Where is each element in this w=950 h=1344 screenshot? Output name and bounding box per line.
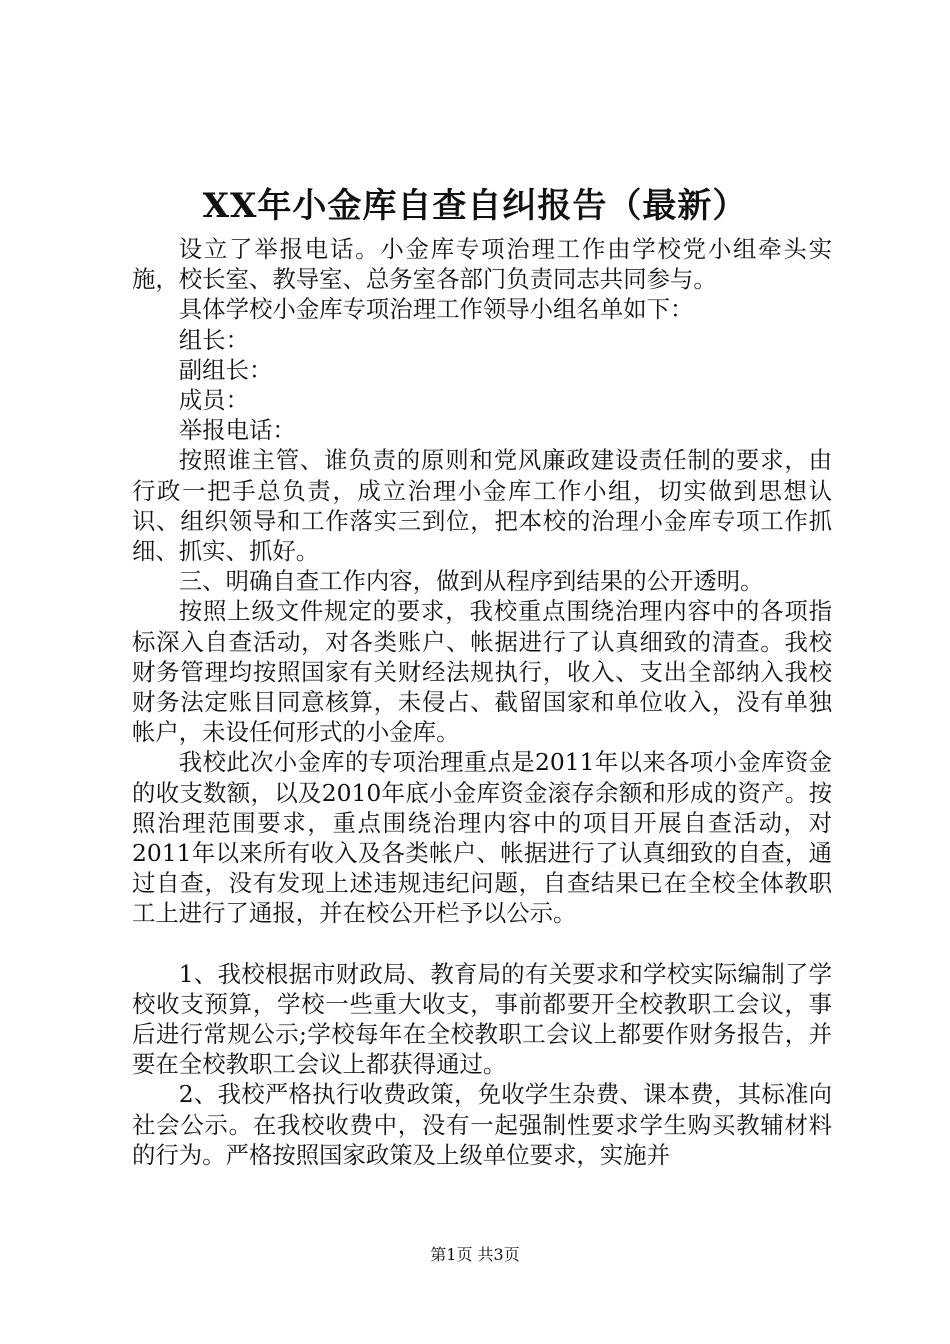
paragraph: 按照谁主管、谁负责的原则和党风廉政建设责任制的要求，由行政一把手总负责，成立治理小金库工作小组，切实做到思想认识、组织领导和工作落实三到位，把本校的治理小金库专项工作抓细、抓实、抓好。 [132,446,832,566]
paragraph: 具体学校小金库专项治理工作领导小组名单如下： [178,295,694,324]
paragraph: 我校此次小金库的专项治理重点是2011年以来各项小金库资金的收支数额，以及2010年底小金库资金滚存余额和形成的资产。按照治理范围要求，重点围绕治理内容中的项目开展自查活动，对2011年以来所有收入及各类帐户、帐据进行了认真细致的自查，通过自查，没有发现上述违规违纪问题，自查结果已在全校全体教职工上进行了通报，并在校公开栏予以公示。 [132,748,832,928]
paragraph: 按照上级文件规定的要求，我校重点围绕治理内容中的各项指标深入自查活动，对各类账户、帐据进行了认真细致的清查。我校财务管理均按照国家有关财经法规执行，收入、支出全部纳入我校财务法定账目同意核算，未侵占、截留国家和单位收入，没有单独帐户，未设任何形式的小金库。 [132,597,832,747]
paragraph: 2、我校严格执行收费政策，免收学生杂费、课本费，其标准向社会公示。在我校收费中，没有一起强制性要求学生购买教辅材料的行为。严格按照国家政策及上级单位要求，实施并 [132,1080,832,1169]
page-number: 第1页 共3页 [430,1245,520,1264]
paragraph: 三、明确自查工作内容，做到从程序到结果的公开透明。 [178,567,764,596]
paragraph: 1、我校根据市财政局、教育局的有关要求和学校实际编制了学校收支预算，学校一些重大收支，事前都要开全校教职工会议，事后进行常规公示;学校每年在全校教职工会议上都要作财务报告，并要在全校教职工会议上都获得通过。 [132,959,832,1079]
paragraph: 成员： [178,386,249,415]
document-title: XX年小金库自查自纠报告（最新） [202,186,748,226]
paragraph: 组长： [178,325,249,354]
paragraph: 设立了举报电话。小金库专项治理工作由学校党小组牵头实施，校长室、教导室、总务室各部门负责同志共同参与。 [132,235,832,294]
paragraph: 副组长： [178,355,273,384]
paragraph: 举报电话： [178,416,296,445]
document-body [132,234,832,1170]
